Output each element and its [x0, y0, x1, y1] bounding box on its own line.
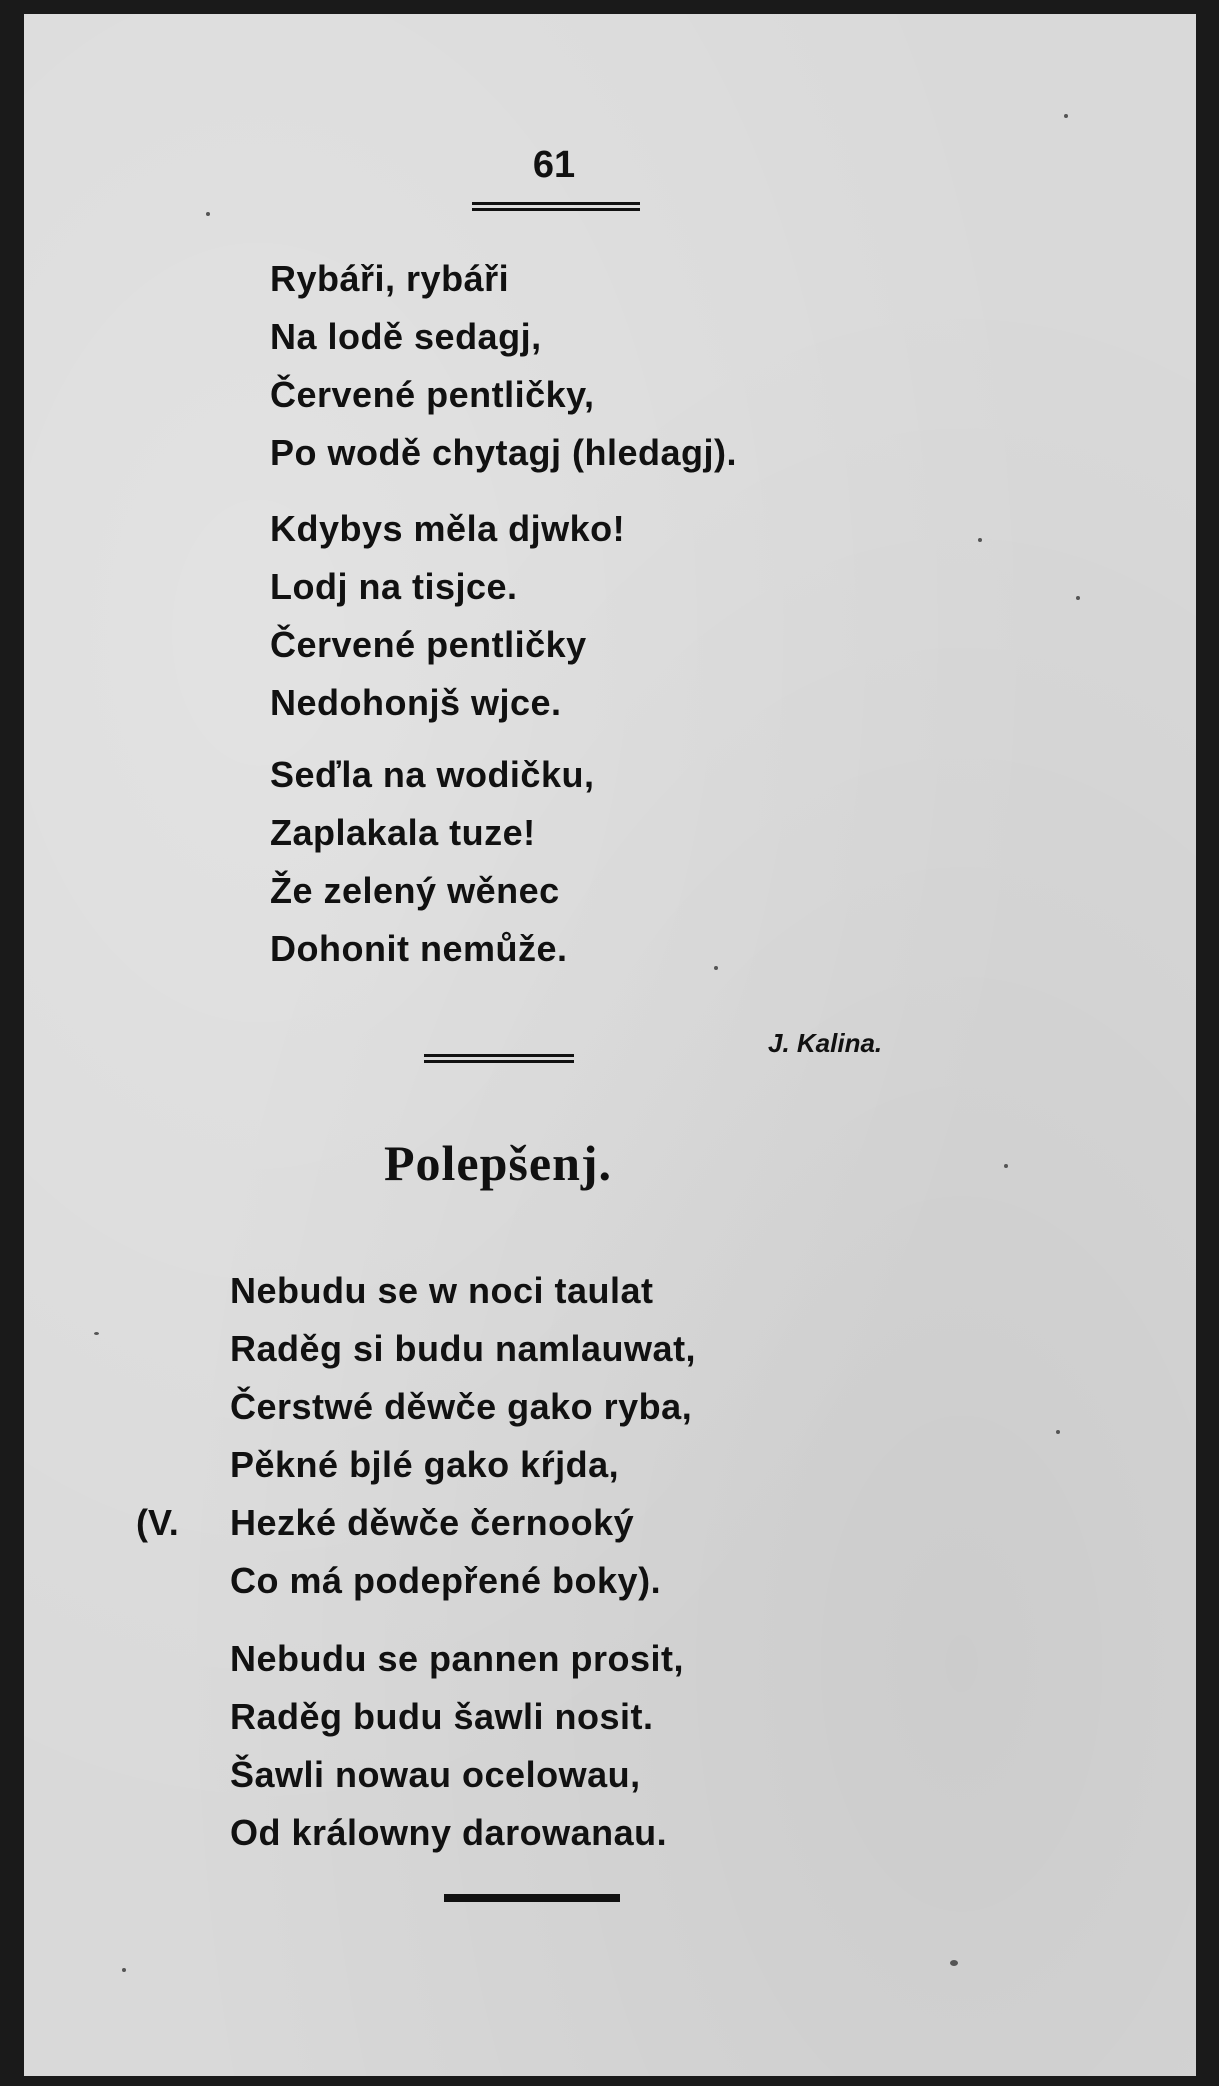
- verse-line: Šawli nowau ocelowau,: [230, 1754, 641, 1795]
- verse-line: Raděg si budu namlauwat,: [230, 1328, 697, 1369]
- book-page: [24, 14, 1196, 2076]
- poem-one-stanza-1: [270, 250, 737, 482]
- paper-speck: [1064, 114, 1068, 118]
- verse-line: Čerstwé děwče gako ryba,: [230, 1386, 693, 1427]
- poem-two-stanza-2: [230, 1630, 684, 1862]
- paper-speck: [122, 1968, 126, 1972]
- verse-line: Raděg budu šawli nosit.: [230, 1696, 654, 1737]
- verse-line: Hezké děwče černooký: [230, 1502, 635, 1543]
- verse-line: Co má podepřené boky).: [230, 1560, 662, 1601]
- variant-marker: (V.: [136, 1502, 179, 1543]
- verse-line: Červené pentličky: [270, 624, 587, 665]
- poem-title: Polepšenj.: [384, 1135, 613, 1191]
- end-rule: [444, 1894, 620, 1902]
- verse-line: Rybáři, rybáři: [270, 258, 510, 299]
- author-signature: J. Kalina.: [768, 1028, 883, 1058]
- verse-line: Nebudu se pannen prosit,: [230, 1638, 685, 1679]
- verse-line: Od králowny darowanau.: [230, 1812, 668, 1853]
- paper-speck: [950, 1960, 958, 1966]
- poem-one-stanza-3: [270, 746, 594, 978]
- verse-line: Po wodě chytagj (hledagj).: [270, 432, 738, 473]
- verse-line: Lodj na tisjce.: [270, 566, 518, 607]
- verse-line: Pěkné bjlé gako kŕjda,: [230, 1444, 620, 1485]
- poem-one-stanza-2: [270, 500, 625, 732]
- verse-line: Na lodě sedagj,: [270, 316, 542, 357]
- paper-speck: [1004, 1164, 1008, 1168]
- verse-line: Kdybys měla djwko!: [270, 508, 626, 549]
- verse-line: Seďla na wodičku,: [270, 754, 595, 795]
- paper-speck: [978, 538, 982, 542]
- verse-line: Že zelený wěnec: [270, 870, 560, 911]
- verse-line: Zaplakala tuze!: [270, 812, 536, 853]
- verse-line: Červené pentličky,: [270, 374, 595, 415]
- paper-speck: [94, 1332, 99, 1335]
- verse-line: Dohonit nemůže.: [270, 928, 568, 969]
- paper-speck: [1076, 596, 1080, 600]
- poem-two-stanza-1: [230, 1262, 696, 1610]
- paper-speck: [206, 212, 210, 216]
- paper-speck: [714, 966, 718, 970]
- verse-line: Nebudu se w noci taulat: [230, 1270, 654, 1311]
- header-rule: [472, 202, 640, 211]
- verse-line: Nedohonjš wjce.: [270, 682, 562, 723]
- page-number: 61: [532, 144, 576, 186]
- section-divider: [424, 1054, 574, 1063]
- paper-speck: [1056, 1430, 1060, 1434]
